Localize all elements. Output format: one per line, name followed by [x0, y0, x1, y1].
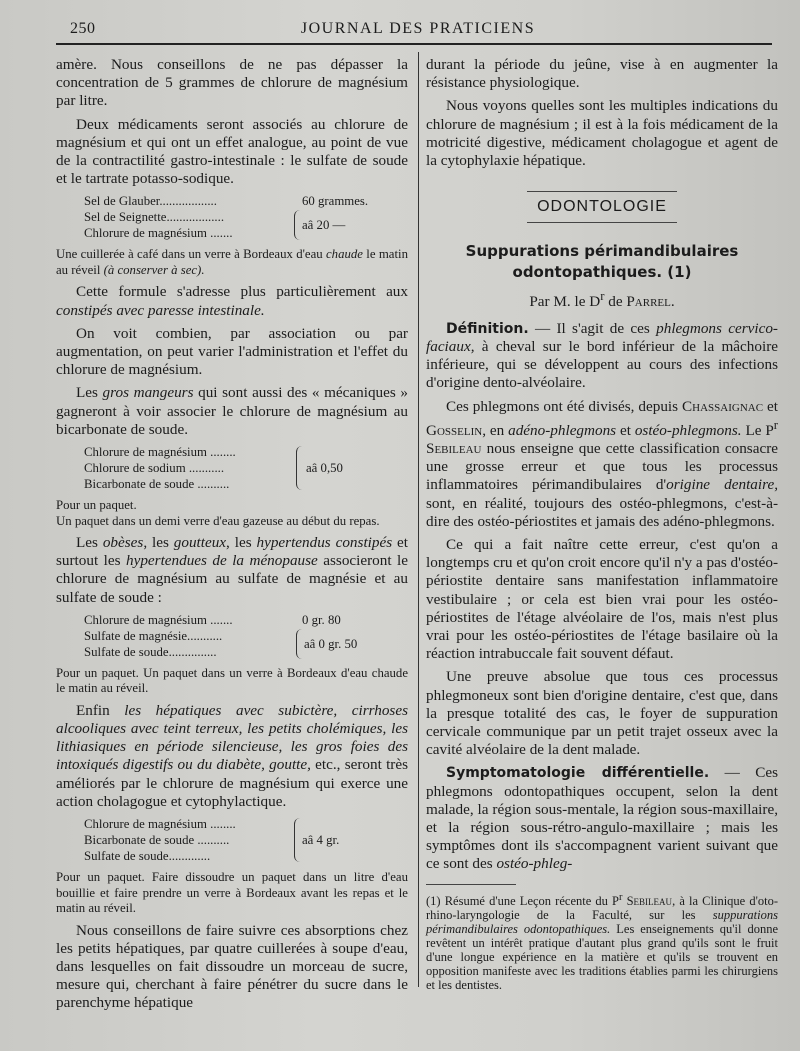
dose: aâ 0 gr. 50 — [304, 636, 358, 651]
paragraph: Symptomatologie différentielle. — Ces phlegmons odontopathiques occupent, selon la dent malade, la région sous-mentale, la région sous-maxillaire, et la région sous-rétro-angulo-maxillaire ; mais les symptômes dont ils s'accompagnent varient suivant que ce sont des ostéo-phleg- — [426, 764, 778, 873]
paragraph: Une preuve absolue que tous ces processus phlegmoneux sont bien d'origine dentaire, c'est que, dans la presque totalité des cas, le foyer de suppuration cervicale communique par un petit trajet osseux avec la cavité alvéolaire de la dent malade. — [426, 668, 778, 759]
ingredient: Chlorure de magnésium ........ — [84, 445, 236, 460]
paragraph: Ce qui a fait naître cette erreur, c'est qu'on a longtemps cru et qu'on croit encore qu'il n'y a pas d'ostéo-périostite dentaire sans manifestation inflammatoire vestibulaire ; or cela est bien vrai pour les ostéo-périostites de l'étage alvéolaire de l'os, mais n'est plus vrai pour les ostéo-périostites de l'étage basilaire où la réaction intrabuccale fait souvent défaut. — [426, 535, 778, 663]
paragraph: durant la période du jeûne, vise à en augmenter la résistance physiologique. — [426, 56, 778, 92]
ingredient: Sel de Glauber.................. — [84, 194, 217, 209]
section-rule — [527, 191, 677, 192]
dose: aâ 0,50 — [306, 461, 343, 476]
paragraph: Enfin les hépatiques avec subictère, cirrhoses alcooliques avec teint terreux, les petits cholémiques, les lithiasiques en période silencieuse, les gros foies des intoxiqués digestifs ou du diabète, goutte, etc., seront très améliorés par le chlorure de magnésium qui exerce une action cholagogue et cytophylactique. — [56, 701, 408, 810]
paragraph: Deux médicaments seront associés au chlorure de magnésium et qui ont un effet analogue, au point de vue de la contractilité gastro-intestinale : le sulfate de soude et le tartrate potasso-sodique. — [56, 115, 408, 188]
prescription-4 — [84, 816, 408, 866]
paragraph: Ces phlegmons ont été divisés, depuis Chassaignac et Gosselin, en adéno-phlegmons et ostéo-phlegmons. Le $P^r$ Sebileau nous enseigne que cette classification consacre une grosse erreur et que tous les processus inflammatoires périmandibulaires d'origine dentaire, sont, en réalité, toujours des ostéo-phlegmons, c'est-à-dire des ostéo-périostites et jamais des adéno-phlegmons. — [426, 397, 779, 530]
definition-heading: Définition. — [446, 320, 529, 337]
prescription-1 — [84, 193, 408, 243]
section-title: ODONTOLOGIE — [537, 198, 667, 216]
brace — [296, 629, 302, 659]
paragraph: Les obèses, les goutteux, les hypertendus constipés et surtout les hypertendues de la ménopause associeront le chlorure de magnésium au sulfate de magnésie et au sulfate de soude : — [56, 534, 409, 606]
dose: aâ 20 — — [302, 218, 346, 233]
ingredient: Chlorure de sodium ........... — [84, 461, 225, 476]
dose: 60 grammes. — [302, 194, 369, 209]
paragraph: On voit combien, par association ou par augmentation, on peut varier l'administration et l'effet du chlorure de magnésium. — [56, 324, 408, 379]
journal-title: JOURNAL DES PRATICIENS — [300, 20, 536, 37]
footnote-rule — [426, 884, 516, 885]
note: Pour un paquet. — [56, 498, 137, 513]
paragraph: Cette formule s'adresse plus particulièrement aux constipés avec paresse intestinale. — [56, 283, 408, 319]
ingredient: Bicarbonate de soude .......... — [84, 477, 230, 492]
prescription-3 — [84, 612, 408, 662]
paragraph: Définition. — Il s'agit de ces phlegmons cervico-faciaux, à cheval sur le bord inférieur de la mâchoire inférieure, qui se développent au cours des infections d'origine dento-alvéolaire. — [426, 319, 778, 392]
note: Pour un paquet. Faire dissoudre un paquet dans un litre d'eau bouillie et faire prendre un verre à Bordeaux avant les repas et le matin au réveil. — [56, 870, 408, 916]
right-column — [426, 56, 778, 997]
ingredient: Chlorure de magnésium ........ — [84, 817, 236, 832]
article-title: Suppurations périmandibulaires odontopathiques. (1) — [465, 242, 739, 282]
dose: 0 gr. 80 — [302, 612, 341, 627]
ingredient: Sulfate de soude............. — [84, 849, 211, 864]
symptomatology-heading: Symptomatologie différentielle. — [446, 765, 710, 782]
byline: Par M. le $D^r$ de Parrel. — [529, 289, 675, 311]
ingredient: Sel de Seignette.................. — [84, 210, 225, 225]
ingredient: Chlorure de magnésium ....... — [84, 226, 233, 241]
ingredient: Sulfate de soude............... — [84, 644, 217, 659]
brace — [296, 446, 302, 490]
left-column — [56, 56, 408, 1018]
brace — [294, 818, 300, 862]
ingredient: Bicarbonate de soude .......... — [84, 833, 230, 848]
column-divider — [418, 52, 419, 987]
dose: aâ 4 gr. — [302, 833, 340, 848]
prescription-2 — [84, 444, 408, 494]
page-number: 250 — [70, 20, 96, 37]
ingredient: Sulfate de magnésie........... — [84, 628, 223, 643]
page-header — [56, 18, 780, 44]
paragraph: amère. Nous conseillons de ne pas dépasser la concentration de 5 grammes de chlorure de magnésium par litre. — [56, 56, 408, 110]
note: Pour un paquet. Un paquet dans un verre à Bordeaux d'eau chaude le matin au réveil. — [56, 665, 408, 696]
brace — [294, 210, 300, 240]
paragraph: Nous conseillons de faire suivre ces absorptions chez les petits hépatiques, par quatre cuillerées à soupe d'eau, dans lesquelles on fait dissoudre un morceau de sucre, mesure qui, cherchant à faire pénétrer du sucre dans le parenchyme hépatique — [56, 921, 408, 1012]
paragraph: Nous voyons quelles sont les multiples indications du chlorure de magnésium ; il est à la fois médicament de la motricité digestive, médicament cholagogue et agent de la cytophylaxie hépatique. — [426, 97, 778, 170]
paragraph: Les gros mangeurs qui sont aussi des « mécaniques » gagneront à voir associer le chlorure de magnésium au bicarbonate de soude. — [56, 384, 408, 438]
ingredient: Chlorure de magnésium ....... — [84, 612, 233, 627]
note: Un paquet dans un demi verre d'eau gazeuse au début du repas. — [56, 513, 380, 528]
header-rule — [56, 43, 772, 45]
footnote: (1) Résumé d'une Leçon récente du $P^r$ Sebileau, à la Clinique d'oto-rhino-laryngologie de la Faculté, sur les suppurations périmandibulaires odontopathiques. Les enseignements qu'il donne revêtent un intérêt pratique d'autant plus grand qu'ils sont le fruit d'une longue expérience en la matière et qu'ils se trouvent en opposition manifeste avec les traditions établies parmi les chirurgiens et les dentistes. — [426, 891, 778, 992]
note: Une cuillerée à café dans un verre à Bordeaux d'eau chaude le matin au réveil (à conserver à sec). — [56, 247, 408, 277]
